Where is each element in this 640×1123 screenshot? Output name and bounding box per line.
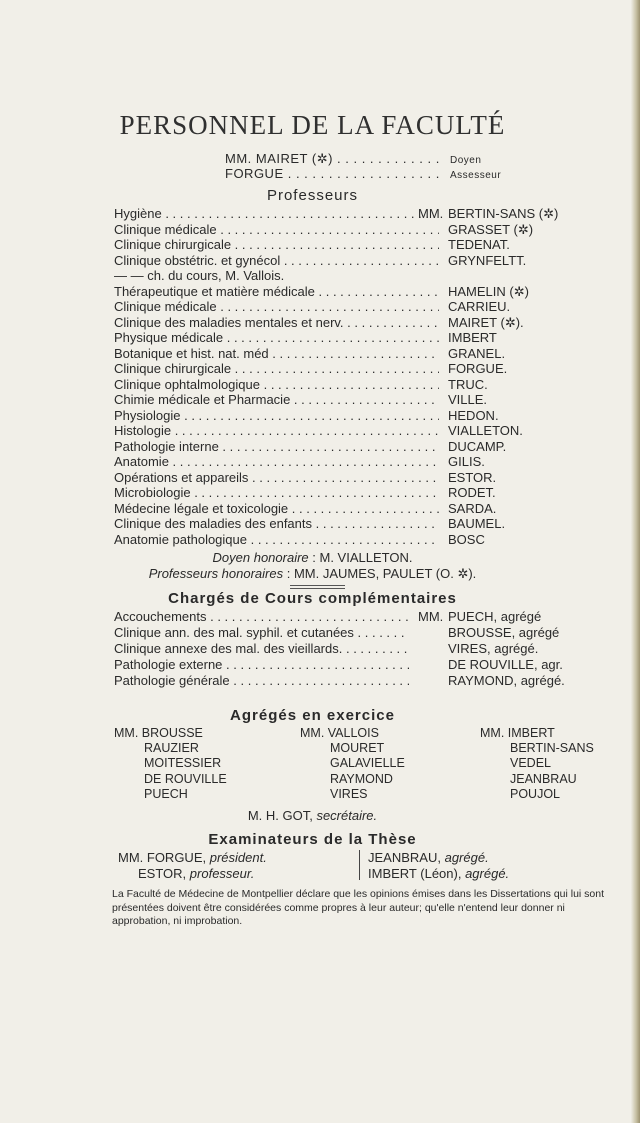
entry-subject: Botanique et hist. nat. méd . . . — [114, 346, 434, 361]
entry-subject: Physiologie . . . — [114, 408, 434, 423]
entry-name: BERTIN-SANS (✲) — [448, 206, 559, 221]
agrege-name: POUJOL — [510, 786, 561, 801]
entry-subject: Clinique médicale . . . — [114, 299, 434, 314]
entry-name: TRUC. — [448, 376, 488, 392]
entry-name: GRYNFELTT. — [448, 252, 527, 268]
entry-name: BROUSSE, agrégé — [448, 625, 560, 640]
entry-name: GRASSET (✲) — [448, 221, 534, 237]
officer-role: Assesseur — [450, 170, 502, 181]
entry-subject: Thérapeutique et matière médicale . . . — [114, 284, 434, 299]
agrege-name: GALAVIELLE — [330, 756, 405, 771]
agrege-name: MOITESSIER — [144, 756, 222, 771]
mm-label: MM. — [418, 206, 444, 221]
agrege-name: BERTIN-SANS — [510, 741, 594, 756]
entry-name: GILIS. — [448, 454, 485, 469]
examiner-row: JEANBRAU, agrégé. — [368, 850, 489, 865]
agrege-name: MM. IMBERT — [480, 726, 555, 740]
entry-name: BAUMEL. — [448, 516, 506, 531]
examiner-row: IMBERT (Léon), agrégé. — [368, 866, 510, 881]
section-heading-professors: Professeurs — [266, 187, 359, 204]
entry-subject: Clinique chirurgicale . . . — [114, 237, 434, 252]
secretary: M. H. GOT, secrétaire. — [247, 808, 378, 823]
section-heading-examiners: Examinateurs de la Thèse — [208, 831, 417, 848]
entry-name: MAIRET (✲). — [448, 314, 524, 330]
entry-subject: Pathologie externe . . . — [114, 657, 399, 672]
entry-subject: Médecine légale et toxicologie . . . — [114, 501, 434, 516]
entry-name: IMBERT — [448, 330, 497, 345]
entry-subject: Anatomie . . . — [114, 454, 434, 469]
entry-name: FORGUE. — [448, 361, 508, 376]
entry-name: SARDA. — [448, 500, 497, 516]
entry-subject: Pathologie interne . . . — [114, 439, 434, 454]
entry-name: RODET. — [448, 485, 496, 500]
mm-label: MM. — [418, 609, 444, 624]
agrege-name: MM. VALLOIS — [300, 726, 379, 740]
entry-subject: Clinique des maladies mentales et nerv. . . . — [114, 315, 434, 330]
entry-name: GRANEL. — [448, 345, 506, 361]
entry-name: CARRIEU. — [448, 299, 511, 314]
entry-subject: Histologie . . . — [114, 423, 434, 438]
entry-subject: Clinique obstétric. et gynécol . . . — [114, 253, 434, 268]
officer-role: Doyen — [450, 155, 482, 166]
entry-name: TEDENAT. — [448, 237, 510, 252]
agrege-name: DE ROUVILLE — [144, 771, 227, 786]
agreges-column — [114, 726, 227, 802]
entry-subject: Clinique ophtalmologique . . . — [114, 377, 434, 392]
section-heading-agreges: Agrégés en exercice — [230, 707, 395, 724]
entry-name: VIRES, agrégé. — [448, 641, 539, 656]
examiner-row: MM. FORGUE, président. — [118, 850, 267, 865]
entry-name: PUECH, agrégé — [448, 609, 542, 624]
agrege-name: RAYMOND — [330, 771, 393, 786]
entry-subject: Chimie médicale et Pharmacie . . . — [114, 392, 434, 407]
agrege-name: MOURET — [330, 741, 385, 756]
entry-subject: Accouchements . . . — [114, 609, 399, 624]
agrege-name: MM. BROUSSE — [114, 726, 203, 740]
officer-row: FORGUE . . . — [225, 166, 445, 181]
entry-subject: Clinique chirurgicale . . . — [114, 361, 434, 376]
entry-subject: Opérations et appareils . . . — [114, 470, 434, 485]
agrege-name: JEANBRAU — [510, 771, 577, 786]
divider — [290, 585, 345, 589]
entry-name: HAMELIN (✲) — [448, 283, 529, 299]
entry-name: VIALLETON. — [448, 423, 523, 438]
entry-subject: Clinique médicale . . . — [114, 222, 434, 237]
entry-subject: Clinique ann. des mal. syphil. et cutanées . . . — [114, 625, 399, 640]
page-edge — [631, 0, 640, 1123]
agreges-column — [300, 726, 405, 802]
agrege-name: VEDEL — [510, 756, 551, 771]
examiner-row: ESTOR, professeur. — [138, 866, 255, 881]
agrege-name: PUECH — [144, 786, 188, 801]
entry-subject: Clinique des maladies des enfants . . . — [114, 516, 434, 531]
honorary-professors: Professeurs honoraires : MM. JAUMES, PAULET (O. ✲). — [148, 566, 477, 581]
entry-name: HEDON. — [448, 407, 499, 423]
entry-name: DUCAMP. — [448, 438, 507, 454]
column-separator — [359, 850, 360, 880]
entry-name: VILLE. — [448, 392, 488, 407]
entry-subject: Clinique annexe des mal. des vieillards. . . . — [114, 641, 399, 656]
entry-subject: Hygiène . . . — [114, 206, 434, 221]
entry-subject: Physique médicale . . . — [114, 330, 434, 345]
entry-name: ESTOR. — [448, 469, 497, 485]
entry-name: BOSC — [448, 531, 485, 547]
page-title: PERSONNEL DE LA FACULTÉ — [119, 110, 506, 140]
agreges-column — [480, 726, 594, 802]
section-heading-complementary: Chargés de Cours complémentaires — [168, 590, 457, 607]
entry-subject: Pathologie générale . . . — [114, 673, 399, 688]
entry-subject: Microbiologie . . . — [114, 485, 434, 500]
disclaimer-note: La Faculté de Médecine de Montpellier déclare que les opinions émises dans les Dissertations qui lui sont présentées doivent être considérées comme propres à leur auteur; qu'elle n'entend leur donner ni approbation, ni improbation. — [112, 888, 605, 927]
agrege-name: RAUZIER — [144, 741, 199, 756]
entry-subject: — — ch. du cours, M. Vallois. — [114, 268, 285, 283]
entry-name: RAYMOND, agrégé. — [448, 673, 565, 688]
entry-name: DE ROUVILLE, agr. — [448, 657, 563, 672]
entry-subject: Anatomie pathologique . . . — [114, 532, 434, 547]
officer-row: MM. MAIRET (✲) . . . — [225, 151, 445, 166]
honorary-dean: Doyen honoraire : M. VIALLETON. — [212, 550, 413, 565]
agrege-name: VIRES — [330, 786, 368, 801]
